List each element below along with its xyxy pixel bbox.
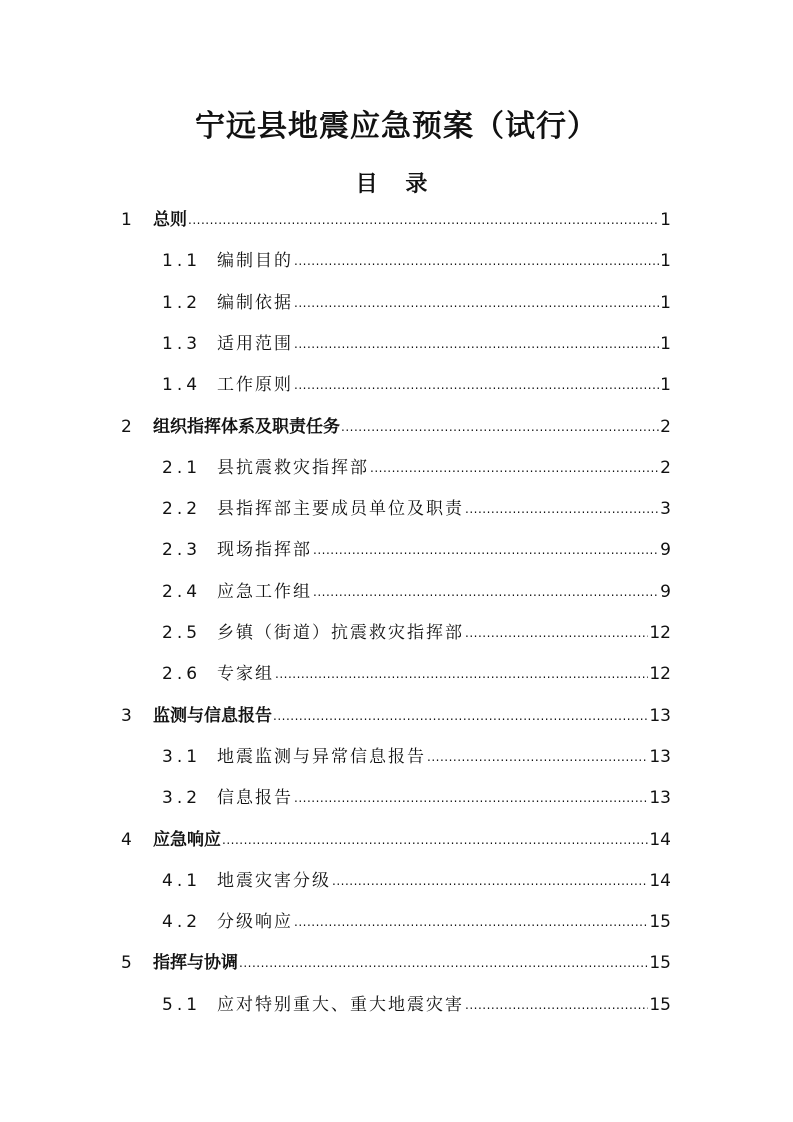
toc-entry-title: 专家组 — [217, 664, 274, 685]
toc-dot-leader — [332, 865, 648, 896]
toc-entry-title: 应对特别重大、重大地震灾害 — [217, 994, 464, 1015]
toc-entry-title: 组织指挥体系及职责任务 — [153, 416, 340, 437]
toc-entry-title: 现场指挥部 — [217, 540, 312, 561]
toc-dot-leader — [294, 782, 648, 813]
toc-entry-number: 1 — [121, 210, 132, 230]
toc-entry-number: 1.4 — [162, 375, 202, 396]
toc-entry-number: 3.1 — [162, 746, 202, 767]
toc-entry-number: 2.1 — [162, 457, 202, 478]
toc-entry[interactable] — [162, 990, 671, 1020]
toc-dot-leader — [239, 947, 648, 978]
toc-dot-leader — [273, 700, 648, 731]
toc-entry-number: 2.5 — [162, 623, 202, 643]
toc-entry-number: 4 — [121, 829, 132, 850]
toc-entry[interactable] — [162, 329, 671, 359]
toc-dot-leader — [294, 906, 648, 937]
toc-entry-title: 总则 — [153, 210, 187, 230]
toc-entry-number: 1.3 — [162, 333, 202, 354]
toc-entry-page-number: 12 — [649, 623, 671, 643]
toc-entry-number: 2.4 — [162, 581, 202, 602]
toc-dot-leader — [222, 824, 648, 855]
toc-entry[interactable] — [121, 205, 671, 235]
toc-dot-leader — [465, 989, 648, 1020]
toc-entry[interactable] — [162, 783, 671, 813]
toc-entry[interactable] — [162, 453, 671, 483]
toc-entry-page-number: 3 — [660, 499, 671, 520]
toc-entry-page-number: 15 — [649, 994, 671, 1015]
toc-entry[interactable] — [162, 370, 671, 400]
toc-entry-title: 编制目的 — [217, 251, 293, 272]
document-title: 宁远县地震应急预案（试行） — [195, 109, 598, 144]
toc-entry-page-number: 1 — [660, 292, 671, 313]
toc-entry-number: 2.6 — [162, 664, 202, 685]
toc-entry[interactable] — [121, 825, 671, 855]
toc-entry-number: 5 — [121, 953, 132, 974]
toc-dot-leader — [465, 617, 648, 648]
toc-entry-title: 指挥与协调 — [153, 953, 238, 974]
toc-dot-leader — [370, 452, 659, 483]
toc-dot-leader — [313, 534, 659, 565]
toc-entry-page-number: 13 — [649, 746, 671, 767]
toc-entry[interactable] — [162, 866, 671, 896]
toc-dot-leader — [294, 245, 659, 276]
toc-entry-title: 适用范围 — [217, 333, 293, 354]
toc-entry-title: 县抗震救灾指挥部 — [217, 457, 369, 478]
toc-entry-title: 地震监测与异常信息报告 — [217, 746, 426, 767]
toc-entry-page-number: 1 — [660, 375, 671, 396]
toc-entry-page-number: 2 — [660, 457, 671, 478]
toc-dot-leader — [294, 328, 659, 359]
toc-dot-leader — [294, 369, 659, 400]
toc-entry-number: 4.1 — [162, 870, 202, 891]
toc-entry[interactable] — [162, 494, 671, 524]
toc-dot-leader — [427, 741, 648, 772]
toc-dot-leader — [313, 576, 659, 607]
toc-entry[interactable] — [162, 742, 671, 772]
toc-entry-page-number: 15 — [649, 912, 671, 933]
toc-entry-title: 分级响应 — [217, 912, 293, 933]
toc-entry-page-number: 12 — [649, 664, 671, 685]
toc-entry-page-number: 13 — [649, 788, 671, 809]
toc-entry-number: 3.2 — [162, 788, 202, 809]
toc-entry-page-number: 1 — [660, 333, 671, 354]
toc-entry-page-number: 1 — [660, 251, 671, 272]
toc-entry-number: 4.2 — [162, 912, 202, 933]
toc-dot-leader — [465, 493, 659, 524]
toc-entry[interactable] — [162, 907, 671, 937]
toc-heading: 目 录 — [355, 172, 438, 197]
toc-entry-page-number: 14 — [649, 829, 671, 850]
toc-entry-number: 2.3 — [162, 540, 202, 561]
toc-entry-number: 1.1 — [162, 251, 202, 272]
toc-entry[interactable] — [162, 288, 671, 318]
toc-entry[interactable] — [121, 412, 671, 442]
toc-entry-page-number: 9 — [660, 540, 671, 561]
toc-dot-leader — [188, 204, 659, 235]
toc-entry-number: 1.2 — [162, 292, 202, 313]
toc-entry-title: 地震灾害分级 — [217, 870, 331, 891]
toc-entry-page-number: 9 — [660, 581, 671, 602]
toc-entry-title: 县指挥部主要成员单位及职责 — [217, 499, 464, 520]
toc-entry-title: 信息报告 — [217, 788, 293, 809]
toc-entry[interactable] — [162, 659, 671, 689]
toc-entry-page-number: 15 — [649, 953, 671, 974]
toc-entry-number: 2 — [121, 416, 132, 437]
toc-entry-page-number: 13 — [649, 705, 671, 726]
toc-entry-title: 工作原则 — [217, 375, 293, 396]
toc-entry-title: 编制依据 — [217, 292, 293, 313]
toc-entry[interactable] — [121, 701, 671, 731]
toc-entry-title: 应急工作组 — [217, 581, 312, 602]
toc-entry-page-number: 1 — [660, 210, 671, 230]
toc-entry[interactable] — [162, 246, 671, 276]
toc-entry-title: 应急响应 — [153, 829, 221, 850]
toc-dot-leader — [294, 287, 659, 318]
toc-entry-page-number: 2 — [660, 416, 671, 437]
toc-entry[interactable] — [162, 618, 671, 648]
toc-entry-number: 5.1 — [162, 994, 202, 1015]
toc-entry-page-number: 14 — [649, 870, 671, 891]
toc-entry-title: 监测与信息报告 — [153, 705, 272, 726]
toc-entry-number: 3 — [121, 705, 132, 726]
toc-entry[interactable] — [162, 535, 671, 565]
toc-dot-leader — [341, 411, 659, 442]
toc-entry[interactable] — [121, 948, 671, 978]
toc-entry-number: 2.2 — [162, 499, 202, 520]
toc-entry[interactable] — [162, 577, 671, 607]
toc-entry-title: 乡镇（街道）抗震救灾指挥部 — [217, 623, 464, 643]
toc-dot-leader — [275, 658, 648, 689]
